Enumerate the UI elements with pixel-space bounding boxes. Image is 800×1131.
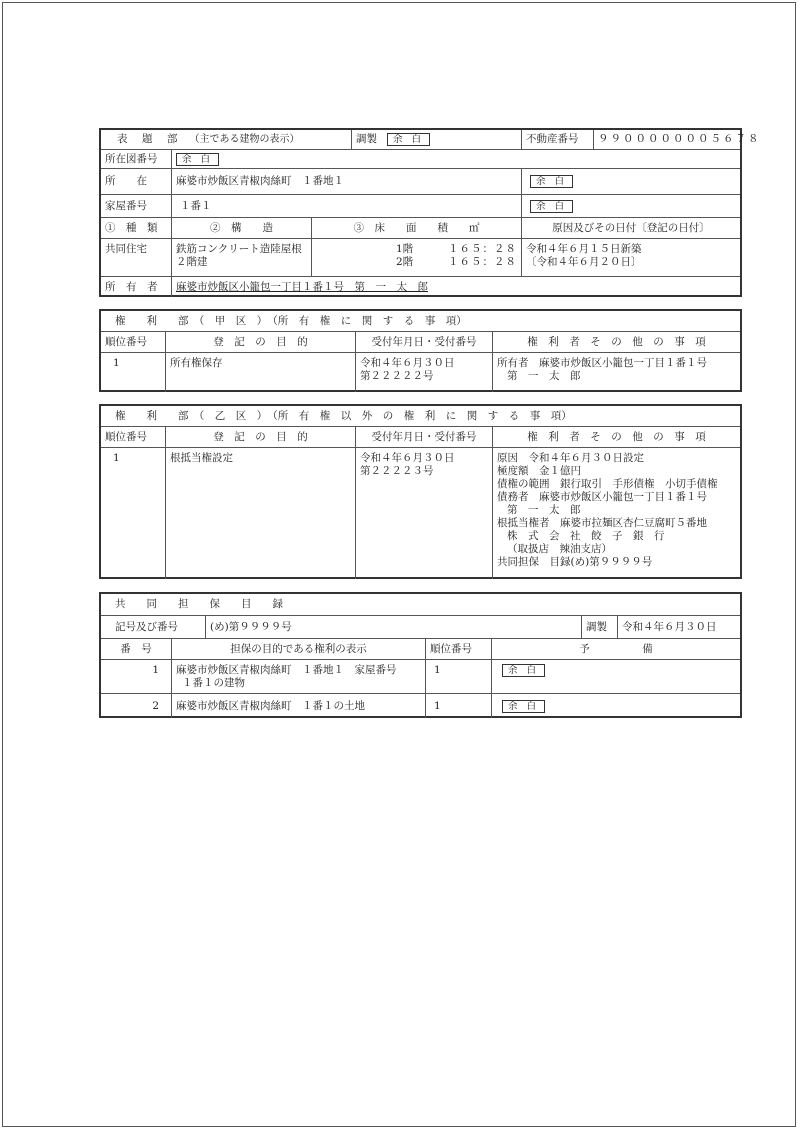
otsu-section: [99, 404, 742, 579]
kyodo-row1-yobi-cell: [491, 660, 740, 693]
kyodo-row1-yobi: 余 白: [502, 664, 545, 677]
kou-date: 令和４年６月３０日: [360, 357, 455, 369]
hyodai-header-row: [101, 130, 761, 150]
floor2-area: １６５：２８: [448, 256, 517, 268]
hyodai-title-cell: [101, 130, 351, 149]
otsu-col-mokuteki: 登 記 の 目 的: [165, 427, 355, 447]
col-genin: 原因及びその日付〔登記の日付〕: [521, 218, 740, 238]
building-kozo-cell: [171, 239, 311, 276]
kyodo-chousei-label: 調製: [581, 616, 617, 638]
otsu-title: 権 利 部 （ 乙 区 ） （所 有 権 以 外 の 権 利 に 関 す る 事 項）: [115, 409, 572, 422]
fudosan-label: 不動産番号: [521, 130, 593, 149]
otsu-col-kenri: 権 利 者 そ の 他 の 事 項: [492, 427, 740, 447]
kyodo-row-2: [101, 694, 740, 718]
shozai-note-cell: [521, 169, 740, 194]
kou-kenri-line2: 第 一 太 郎: [507, 370, 581, 382]
kyodo-columns-row: [101, 639, 740, 660]
otsu-kenri-line: 根抵当権者 麻婆市拉麺区杏仁豆腐町５番地: [497, 517, 707, 529]
otsu-kenri-line: 極度額 金１億円: [497, 465, 581, 477]
kyodo-title-row: [101, 594, 740, 616]
shozaizu-row: [101, 150, 740, 169]
shozaizu-value: 余 白: [176, 153, 219, 166]
otsu-kenri-line: 共同担保 目録(め)第９９９９号: [497, 556, 653, 568]
kaoku-row: [101, 195, 740, 218]
otsu-mokuteki: 根抵当権設定: [165, 448, 355, 579]
chousei-label: 調製: [356, 133, 377, 145]
hyodai-columns-row: [101, 218, 740, 239]
chousei-cell: [351, 130, 521, 149]
hyodai-title: 表 題 部: [117, 133, 180, 145]
col-yuka: ③ 床 面 積 ㎡: [311, 218, 521, 238]
kyodo-row1-bango: 1: [152, 664, 159, 676]
floor1-area: １６５：２８: [448, 243, 517, 255]
kyodo-title: 共 同 担 保 目 録: [115, 598, 283, 610]
kou-kenri-line1: 所有者 麻婆市炒飯区小籠包一丁目１番１号: [497, 357, 707, 369]
kyodo-kigo-row: [101, 616, 740, 639]
kaoku-note-cell: [521, 195, 740, 217]
otsu-columns-row: [101, 427, 740, 448]
hyodai-section: [99, 128, 761, 297]
kou-mokuteki: 所有権保存: [165, 353, 355, 392]
kyodo-row-1: [101, 660, 740, 694]
kyodo-col-juni: 順位番号: [425, 639, 491, 659]
kyodo-col-yobi: 予 備: [491, 639, 740, 659]
kou-col-juni: 順位番号: [105, 335, 147, 348]
kaoku-value: １番１: [171, 195, 521, 217]
building-kozo-line2: ２階建: [176, 256, 208, 268]
kyodo-row2-bango: 2: [152, 699, 159, 712]
otsu-data-row: [101, 448, 740, 579]
col-kozo: ② 構 造: [171, 218, 311, 238]
kou-juni: 1: [113, 357, 120, 369]
floor2-label: 2階: [396, 256, 414, 268]
building-genin-cell: [521, 239, 740, 276]
kou-col-kenri: 権 利 者 そ の 他 の 事 項: [492, 332, 740, 352]
kyodo-row2-hyoji: 麻婆市炒飯区青椒肉絲町 １番１の土地: [171, 694, 425, 718]
otsu-kenri-line: 株 式 会 社 餃 子 銀 行: [507, 530, 665, 542]
kou-uketsuke-cell: [355, 353, 492, 392]
building-row: [101, 239, 740, 277]
otsu-uketsuke-cell: [355, 448, 492, 579]
kyodo-row1-hyoji-cell: [171, 660, 425, 693]
kyodo-row1-juni: 1: [425, 660, 491, 693]
kyodo-row2-yobi: 余 白: [502, 700, 545, 713]
kou-col-uketsuke: 受付年月日・受付番号: [355, 332, 492, 352]
kyodo-row1-hyoji-line2: １番１の建物: [182, 677, 245, 689]
kou-title: 権 利 部 （ 甲 区 ） （所 有 権 に 関 す る 事 項）: [115, 314, 467, 327]
kyodo-chousei-value: 令和４年６月３０日: [617, 616, 740, 638]
kyodo-row2-yobi-cell: [491, 694, 740, 718]
otsu-number: 第２２２２３号: [360, 465, 434, 477]
kyodo-row1-hyoji-line1: 麻婆市炒飯区青椒肉絲町 １番地１ 家屋番号: [176, 664, 397, 676]
kou-columns-row: [101, 332, 740, 353]
fudosan-number: ９９０００００００５６７８: [593, 130, 740, 149]
otsu-kenri-line: （取扱店 辣油支店）: [507, 543, 612, 555]
kou-data-row: [101, 353, 740, 392]
otsu-date: 令和４年６月３０日: [360, 452, 455, 464]
shozai-label: 所 在: [105, 175, 147, 187]
shozai-row: [101, 169, 740, 195]
building-area-cell: [311, 239, 521, 276]
kou-number: 第２２２２２号: [360, 370, 434, 382]
chousei-value: 余 白: [387, 133, 430, 146]
otsu-title-row: [101, 406, 740, 427]
owner-value-cell: [171, 277, 740, 297]
kyodo-col-hyoji: 担保の目的である権利の表示: [171, 639, 425, 659]
kigo-label: 記号及び番号: [115, 620, 178, 633]
owner-label: 所 有 者: [105, 280, 158, 293]
kaoku-note: 余 白: [530, 200, 573, 213]
building-genin-line2: 〔令和４年６月２０日〕: [526, 256, 642, 268]
shozai-note: 余 白: [530, 175, 573, 188]
hyodai-subtitle: （主である建物の表示）: [189, 134, 300, 145]
kou-section: [99, 309, 742, 392]
otsu-col-juni: 順位番号: [105, 430, 147, 443]
kyodo-section: [99, 592, 742, 718]
owner-value: 麻婆市炒飯区小籠包一丁目１番１号 第 一 太 郎: [176, 280, 428, 293]
owner-row: [101, 277, 740, 297]
kyodo-col-bango: 番 号: [120, 642, 152, 655]
otsu-col-uketsuke: 受付年月日・受付番号: [355, 427, 492, 447]
otsu-kenri-line: 債権の範囲 銀行取引 手形債権 小切手債権: [497, 478, 718, 490]
kaoku-label: 家屋番号: [105, 199, 147, 212]
shozai-value: 麻婆市炒飯区青椒肉絲町 １番地１: [171, 169, 521, 194]
kigo-value: (め)第９９９９号: [205, 616, 581, 638]
shozaizu-label: 所在図番号: [105, 152, 158, 165]
otsu-kenri-line: 第 一 太 郎: [507, 504, 581, 516]
building-shurui: 共同住宅: [105, 243, 147, 255]
otsu-kenri-cell: [492, 448, 740, 579]
otsu-juni: 1: [113, 452, 120, 464]
building-genin-line1: 令和４年６月１５日新築: [526, 243, 642, 255]
col-shurui: ① 種 類: [105, 221, 158, 234]
kou-title-row: [101, 311, 740, 332]
floor1-label: 1階: [396, 243, 414, 255]
building-kozo-line1: 鉄筋コンクリート造陸屋根: [176, 243, 302, 255]
shozaizu-value-cell: [171, 150, 740, 168]
kou-kenri-cell: [492, 353, 740, 392]
kou-col-mokuteki: 登 記 の 目 的: [165, 332, 355, 352]
otsu-kenri-line: 原因 令和４年６月３０日設定: [497, 452, 644, 464]
kyodo-row2-juni: 1: [425, 694, 491, 718]
otsu-kenri-line: 債務者 麻婆市炒飯区小籠包一丁目１番１号: [497, 491, 707, 503]
